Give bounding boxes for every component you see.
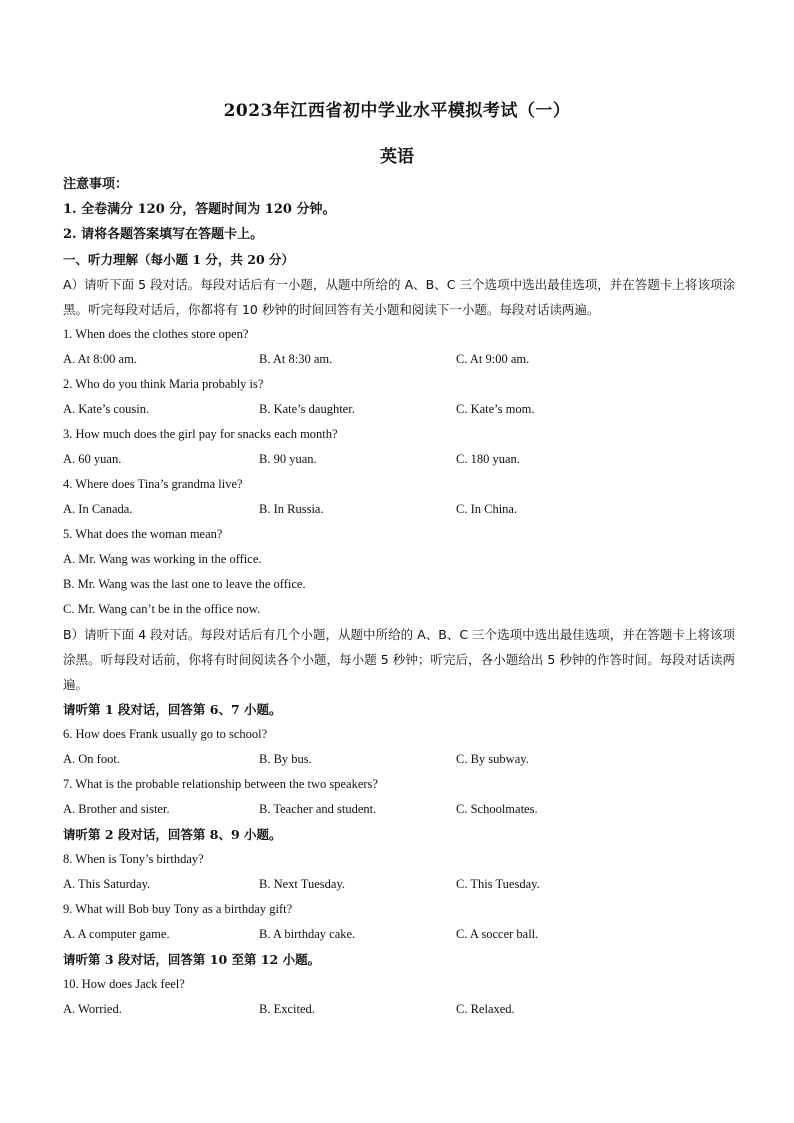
option-c: C. At 9:00 am. [456,352,530,366]
note-item: 1. 全卷满分 120 分，答题时间为 120 分钟。 [63,202,336,217]
question-options [63,797,735,822]
subject-title: 英语 [380,147,414,167]
question-stem: 2. Who do you think Maria probably is? [63,377,264,391]
part-a-instructions: A）请听下面 5 段对话。每段对话后有一小题，从题中所给的 A、B、C 三个选项中选出最佳选项，并在答题卡上将该项涂黑。听完每段对话后，你都将有 10 秒钟的时间回答有关小题和阅读下一小题。每段对话读两遍。 [63,277,735,317]
option-b: B. Teacher and student. [259,802,377,816]
question-stem: 8. When is Tony’s birthday? [63,852,204,866]
question-stem: 4. Where does Tina’s grandma live? [63,477,243,491]
note-item: 2. 请将各题答案填写在答题卡上。 [63,227,264,242]
option-b: B. A birthday cake. [259,927,356,941]
question-stem: 6. How does Frank usually go to school? [63,727,268,741]
option-a: A. Brother and sister. [63,802,170,816]
option-a: A. Worried. [63,1002,122,1016]
question-options [63,872,735,897]
option-b: B. Kate’s daughter. [259,402,355,416]
question-stem: 7. What is the probable relationship between the two speakers? [63,777,378,791]
dialog-heading: 请听第 1 段对话，回答第 6、7 小题。 [63,702,282,717]
question-options [63,347,735,372]
option-a: A. On foot. [63,752,120,766]
option-c: C. By subway. [456,752,529,766]
option-c: C. A soccer ball. [456,927,539,941]
exam-content [63,172,735,1022]
option-c: C. 180 yuan. [456,452,520,466]
option-b: B. By bus. [259,752,312,766]
question-options [63,447,735,472]
option-b: B. Mr. Wang was the last one to leave the office. [63,577,306,591]
option-c: C. Relaxed. [456,1002,515,1016]
question-stem: 10. How does Jack feel? [63,977,185,991]
option-a: A. In Canada. [63,502,133,516]
notes-heading: 注意事项： [63,177,129,192]
question-stem: 3. How much does the girl pay for snacks each month? [63,427,338,441]
option-a: A. 60 yuan. [63,452,122,466]
option-c: C. This Tuesday. [456,877,540,891]
part-b-instructions: B）请听下面 4 段对话。每段对话后有几个小题，从题中所给的 A、B、C 三个选项中选出最佳选项，并在答题卡上将该项涂黑。听每段对话前，你将有时间阅读各个小题，每小题 5 秒钟；听完后，各小题给出 5 秒钟的作答时间。每段对话读两遍。 [63,627,735,692]
section-heading: 一、听力理解（每小题 1 分，共 20 分） [63,252,295,267]
question-options [63,497,735,522]
option-a: A. At 8:00 am. [63,352,137,366]
option-b: B. Next Tuesday. [259,877,346,891]
question-options [63,747,735,772]
dialog-heading: 请听第 2 段对话，回答第 8、9 小题。 [63,827,282,842]
option-b: B. At 8:30 am. [259,352,333,366]
option-c: C. Kate’s mom. [456,402,535,416]
question-options [63,397,735,422]
option-a: A. A computer game. [63,927,170,941]
option-b: B. Excited. [259,1002,315,1016]
question-options [63,997,735,1022]
option-a: A. Kate’s cousin. [63,402,150,416]
option-b: B. In Russia. [259,502,324,516]
question-stem: 9. What will Bob buy Tony as a birthday gift? [63,902,293,916]
option-c: C. Schoolmates. [456,802,538,816]
question-stem: 1. When does the clothes store open? [63,327,249,341]
exam-title: 2023年江西省初中学业水平模拟考试（一） [223,101,571,121]
option-a: A. This Saturday. [63,877,151,891]
question-options [63,922,735,947]
option-c: C. In China. [456,502,518,516]
dialog-heading: 请听第 3 段对话，回答第 10 至第 12 小题。 [63,952,321,967]
question-stem: 5. What does the woman mean? [63,527,223,541]
option-a: A. Mr. Wang was working in the office. [63,552,262,566]
option-b: B. 90 yuan. [259,452,317,466]
option-c: C. Mr. Wang can’t be in the office now. [63,602,261,616]
